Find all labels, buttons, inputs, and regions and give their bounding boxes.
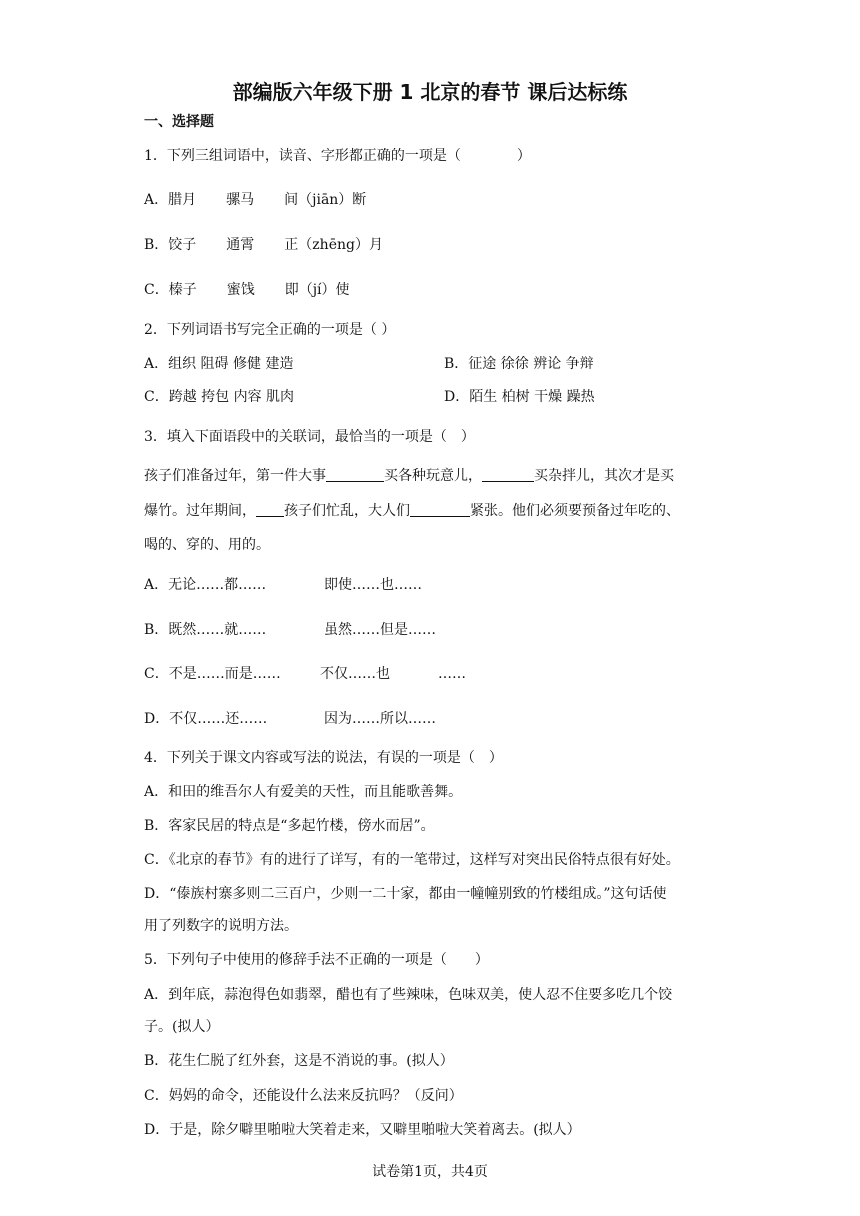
q4-option-a: A．和田的维吾尔人有爱美的天性，而且能歌善舞。 [144,784,463,800]
q1-option-part: A．腊月 [144,192,197,208]
fill-blank [256,502,284,517]
q2-option-b: B．征途 徐徐 辨论 争辩 [444,356,594,372]
q3-option-part: C．不是……而是…… [144,666,281,682]
q2-stem: 2．下列词语书写完全正确的一项是（ ） [144,322,396,338]
q1-option-c [144,280,350,300]
q3-option-part: 不仅……也 [320,666,390,682]
q5-option-a-line-2: 子。(拟人） [144,1019,220,1035]
passage-text: 买各种玩意儿， [384,468,482,484]
q2-options-row-1 [144,354,594,374]
q3-passage-line-3: 喝的、穿的、用的。 [144,537,270,553]
q1-option-a [144,190,366,210]
fill-blank [326,467,384,482]
q1-option-part: 通霄 [226,237,255,253]
q3-option-part: D．不仅……还…… [144,711,268,727]
q5-option-a-line-1: A．到年底，蒜泡得色如翡翠，醋也有了些辣味，色味双美，使人忍不住要多吃几个饺 [144,987,673,1003]
q3-option-part: 虽然……但是…… [324,622,436,638]
q5-stem: 5．下列句子中使用的修辞手法不正确的一项是（ ） [144,952,489,968]
q5-option-b: B．花生仁脱了红外套，这是不消说的事。(拟人） [144,1053,454,1069]
fill-blank [482,467,534,482]
q3-option-part: A．无论……都…… [144,577,267,593]
q1-option-part: 蜜饯 [226,282,255,298]
q3-passage-line-2 [144,501,680,521]
q2-option-a: A．组织 阻碍 修健 建造 [144,356,294,372]
fill-blank [410,502,470,517]
q4-option-d-line-2: 用了列数字的说明方法。 [144,918,298,934]
q3-option-part: B．既然……就…… [144,622,267,638]
q4-option-c: C．《北京的春节》有的进行了详写，有的一笔带过，这样写对突出民俗特点很有好处。 [144,852,680,868]
q4-stem: 4．下列关于课文内容或写法的说法，有误的一项是（ ） [144,750,503,766]
q1-option-part: C．榛子 [144,282,197,298]
q2-option-c: C．跨越 挎包 内容 肌肉 [144,389,295,405]
q3-option-a [144,575,422,595]
passage-text: 紧张。他们必须要预备过年吃的、 [470,503,680,519]
q4-option-d-line-1: D．“傣族村寨多则二三百户，少则一二十家，都由一幢幢别致的竹楼组成。”这句话使 [144,886,667,902]
q4-option-b: B．客家民居的特点是“多起竹楼，傍水而居”。 [144,818,435,834]
q1-option-part: 骡马 [226,192,255,208]
q1-option-part: 即（jí）使 [284,282,350,298]
q3-option-d [144,709,436,729]
page-footer: 试卷第1页，共4页 [372,1164,488,1180]
q3-option-c [144,664,466,684]
q3-option-part: 即使……也…… [324,577,422,593]
section-heading: 一、选择题 [144,114,214,130]
q1-stem: 1．下列三组词语中，读音、字形都正确的一项是（ ） [144,148,531,164]
q1-option-part: 正（zhēng）月 [284,237,383,253]
q5-option-d: D．于是，除夕噼里啪啦大笑着走来，又噼里啪啦大笑着离去。(拟人） [144,1122,581,1138]
q1-option-b [144,235,383,255]
page-title: 部编版六年级下册 1 北京的春节 课后达标练 [232,80,628,104]
q5-option-c: C．妈妈的命令，还能设什么法来反抗吗？（反问） [144,1088,463,1104]
passage-text: 买杂拌儿，其次才是买 [534,468,674,484]
q1-option-part: B．饺子 [144,237,197,253]
q2-options-row-2 [144,387,595,407]
q3-option-part: …… [438,666,466,682]
q3-option-b [144,620,436,640]
q3-option-part: 因为……所以…… [324,711,436,727]
q2-option-d: D．陌生 柏树 干燥 躁热 [444,389,595,405]
q3-passage-line-1 [144,466,674,486]
q1-option-part: 间（jiān）断 [284,192,367,208]
q3-stem: 3．填入下面语段中的关联词，最恰当的一项是（ ） [144,429,475,445]
passage-text: 爆竹。过年期间， [144,503,256,519]
passage-text: 孩子们忙乱，大人们 [284,503,410,519]
passage-text: 孩子们准备过年，第一件大事 [144,468,326,484]
